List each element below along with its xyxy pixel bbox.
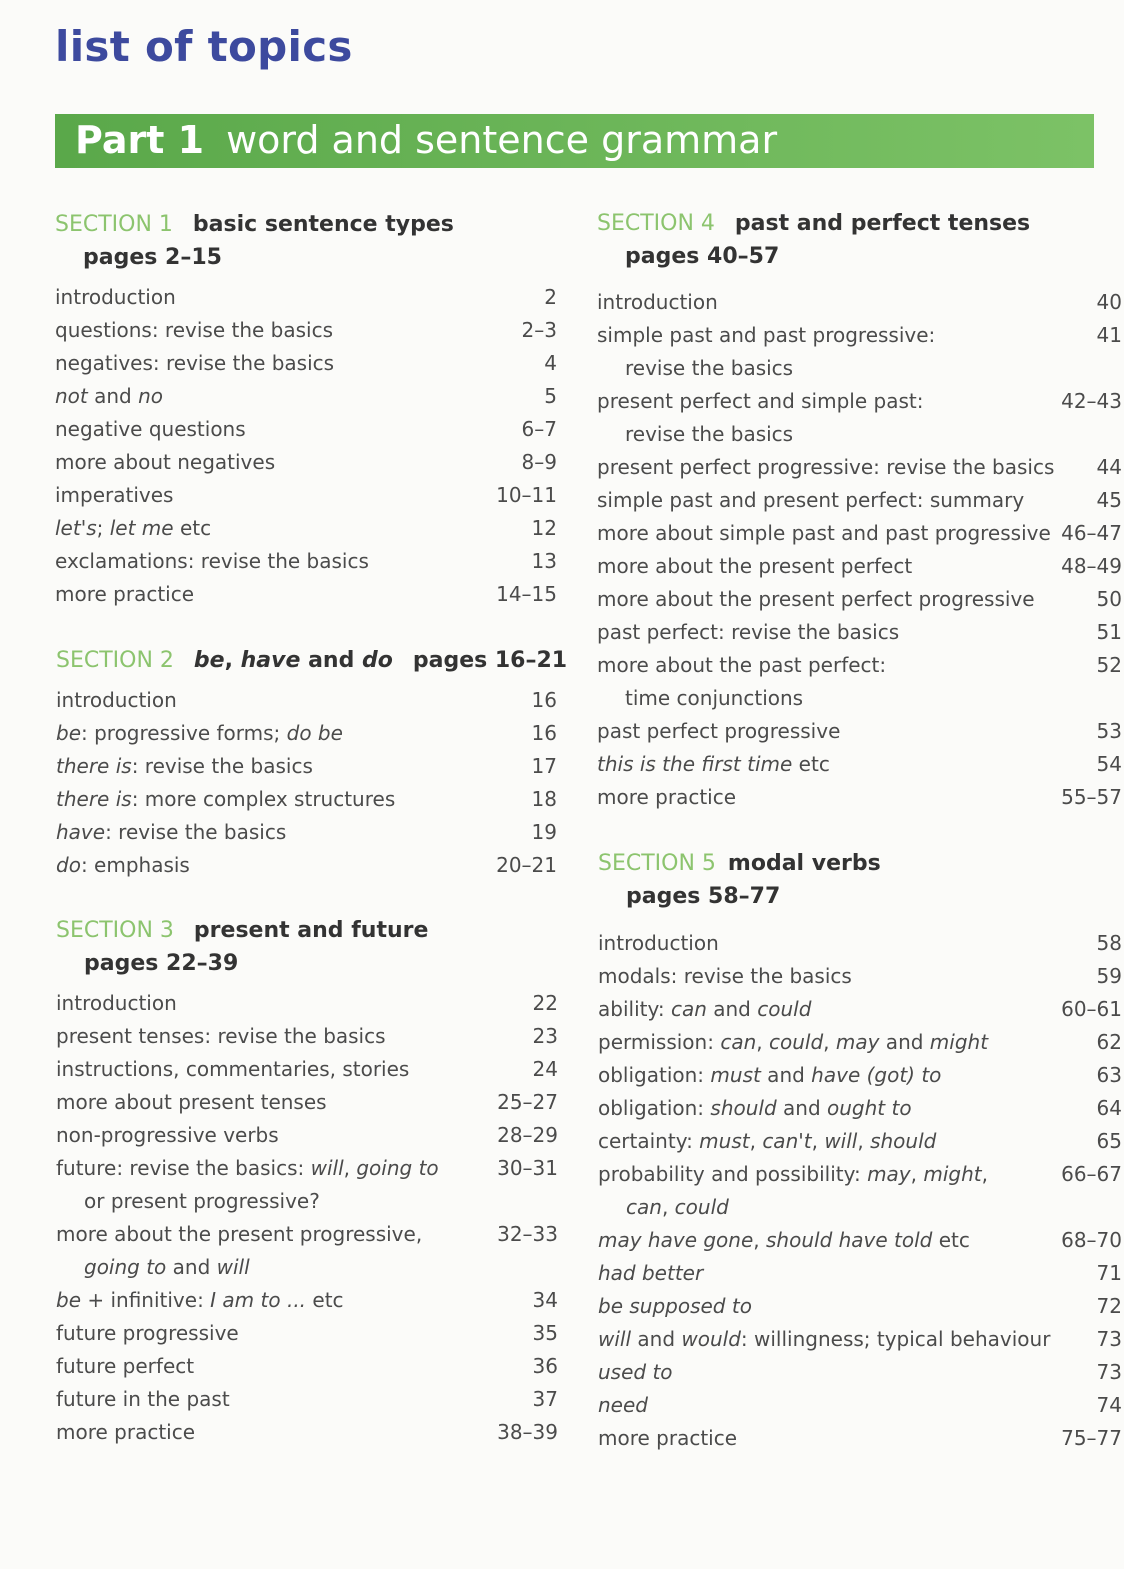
toc-row[interactable] — [56, 1350, 560, 1383]
toc-row[interactable] — [597, 781, 1122, 814]
toc-page: 62 — [1096, 1030, 1122, 1054]
toc-page: 24 — [532, 1057, 558, 1081]
toc-label: more about present tenses — [56, 1090, 327, 1114]
toc-page: 75–77 — [1061, 1426, 1122, 1450]
section-pages: pages 16–21 — [412, 648, 568, 673]
toc-label: introduction — [56, 688, 177, 712]
section-number: SECTION 1 — [55, 212, 173, 237]
toc-label: future progressive — [56, 1321, 239, 1345]
toc-page: 54 — [1096, 752, 1122, 776]
section-title: past and perfect tenses — [734, 211, 1031, 236]
toc-label: non-progressive verbs — [56, 1123, 279, 1147]
toc-label: more about the present perfect — [597, 554, 913, 578]
section-title: be, have and do — [193, 648, 393, 673]
toc-page: 17 — [531, 754, 557, 778]
toc-label: future in the past — [56, 1387, 230, 1411]
section-2 — [56, 644, 568, 882]
section-title: present and future — [193, 918, 429, 943]
toc-row[interactable] — [598, 1356, 1122, 1389]
toc-label: more practice — [55, 582, 195, 606]
section-pages: pages 2–15 — [83, 245, 222, 270]
toc-label: more about simple past and past progressive — [597, 521, 1051, 545]
toc-page: 16 — [531, 688, 557, 712]
toc-page: 45 — [1096, 488, 1122, 512]
toc-row[interactable] — [597, 517, 1122, 550]
toc-page: 55–57 — [1061, 785, 1122, 809]
toc-label: past perfect: revise the basics — [597, 620, 900, 644]
toc-row[interactable] — [597, 286, 1122, 319]
toc-row[interactable] — [598, 1224, 1122, 1257]
toc-row[interactable] — [598, 993, 1122, 1026]
toc-page: 38–39 — [497, 1420, 558, 1444]
toc-label: simple past and past progressive: — [597, 323, 936, 347]
toc-row[interactable] — [597, 616, 1122, 649]
toc-label: negatives: revise the basics — [55, 351, 335, 375]
toc-label: more about the past perfect: — [597, 653, 887, 677]
toc-row[interactable] — [597, 550, 1122, 583]
toc-label: will and would: willingness; typical behaviour — [598, 1327, 1051, 1351]
toc-page: 12 — [531, 516, 557, 540]
toc-row[interactable] — [55, 545, 559, 578]
toc-row[interactable] — [598, 1059, 1122, 1092]
section-pages: pages 40–57 — [625, 244, 780, 269]
toc-page: 51 — [1096, 620, 1122, 644]
toc-label: present perfect and simple past: — [597, 389, 924, 413]
toc-row[interactable] — [56, 684, 559, 717]
toc-row[interactable] — [597, 649, 1122, 715]
toc-page: 71 — [1096, 1261, 1122, 1285]
toc-page: 4 — [544, 351, 557, 375]
toc-label: permission: can, could, may and might — [598, 1030, 989, 1054]
toc-row[interactable] — [56, 987, 560, 1020]
section-pages: pages 22–39 — [84, 951, 239, 976]
toc-page: 53 — [1096, 719, 1122, 743]
toc-label: introduction — [56, 991, 177, 1015]
toc-label: not and no — [55, 384, 164, 408]
toc-row[interactable] — [55, 512, 559, 545]
toc-page: 35 — [532, 1321, 558, 1345]
toc-page: 65 — [1096, 1129, 1122, 1153]
toc-page: 22 — [532, 991, 558, 1015]
toc-row[interactable] — [56, 1317, 560, 1350]
toc-row[interactable] — [56, 1152, 560, 1218]
toc-row[interactable] — [56, 717, 559, 750]
toc-page: 50 — [1096, 587, 1122, 611]
toc-page: 23 — [532, 1024, 558, 1048]
toc-row[interactable] — [56, 1020, 560, 1053]
section-4 — [597, 207, 1122, 814]
section-number: SECTION 5 — [598, 851, 716, 876]
toc-label: more about the present perfect progressive — [597, 587, 1035, 611]
toc-page: 41 — [1096, 323, 1122, 347]
toc-page: 68–70 — [1061, 1228, 1122, 1252]
toc-page: 5 — [544, 384, 557, 408]
toc-page: 30–31 — [497, 1156, 558, 1180]
section-3 — [56, 914, 560, 1449]
toc-page: 42–43 — [1061, 389, 1122, 413]
toc-row[interactable] — [55, 314, 559, 347]
toc-row[interactable] — [597, 319, 1122, 385]
toc-label: be: progressive forms; do be — [56, 721, 343, 745]
part-banner — [55, 114, 1094, 168]
toc-page: 6–7 — [521, 417, 557, 441]
toc-label: certainty: must, can't, will, should — [598, 1129, 937, 1153]
toc-row[interactable] — [597, 583, 1122, 616]
toc-page: 25–27 — [497, 1090, 558, 1114]
toc-page: 72 — [1096, 1294, 1122, 1318]
toc-label: future perfect — [56, 1354, 195, 1378]
toc-page: 18 — [531, 787, 557, 811]
toc-page: 10–11 — [496, 483, 557, 507]
toc-label: have: revise the basics — [56, 820, 287, 844]
toc-label-cont: time conjunctions — [625, 686, 804, 710]
toc-row[interactable] — [598, 1026, 1122, 1059]
section-1 — [55, 208, 559, 611]
section-title: basic sentence types — [192, 212, 454, 237]
toc-page: 37 — [532, 1387, 558, 1411]
toc-page: 16 — [531, 721, 557, 745]
toc-page: 59 — [1096, 964, 1122, 988]
section-5 — [598, 847, 1122, 1455]
toc-row[interactable] — [56, 1218, 560, 1284]
toc-label: be supposed to — [598, 1294, 752, 1318]
toc-label: introduction — [598, 931, 719, 955]
toc-page: 46–47 — [1061, 521, 1122, 545]
toc-row[interactable] — [56, 1053, 560, 1086]
toc-label: more practice — [598, 1426, 738, 1450]
toc-label: do: emphasis — [56, 853, 190, 877]
toc-label: simple past and present perfect: summary — [597, 488, 1025, 512]
section-number: SECTION 4 — [597, 211, 715, 236]
toc-label: questions: revise the basics — [55, 318, 334, 342]
toc-page: 20–21 — [496, 853, 557, 877]
toc-row[interactable] — [56, 1416, 560, 1449]
toc-label: need — [598, 1393, 648, 1417]
toc-label: there is: more complex structures — [56, 787, 396, 811]
toc-label: exclamations: revise the basics — [55, 549, 369, 573]
part-number: Part 1 — [75, 118, 205, 162]
part-title: word and sentence grammar — [226, 118, 778, 162]
toc-page: 64 — [1096, 1096, 1122, 1120]
toc-label-cont: can, could — [626, 1195, 729, 1219]
toc-label-cont: revise the basics — [625, 422, 794, 446]
toc-row[interactable] — [56, 1284, 560, 1317]
toc-page: 13 — [531, 549, 557, 573]
toc-label: more about the present progressive, — [56, 1222, 423, 1246]
toc-label: present perfect progressive: revise the basics — [597, 455, 1055, 479]
toc-label: obligation: must and have (got) to — [598, 1063, 942, 1087]
toc-row[interactable] — [598, 1290, 1122, 1323]
toc-page: 19 — [531, 820, 557, 844]
toc-page: 58 — [1096, 931, 1122, 955]
toc-row[interactable] — [56, 1383, 560, 1416]
toc-page: 14–15 — [496, 582, 557, 606]
toc-label: more practice — [56, 1420, 196, 1444]
toc-label: modals: revise the basics — [598, 964, 852, 988]
page-title: list of topics — [55, 22, 353, 71]
toc-row[interactable] — [55, 281, 559, 314]
toc-label: imperatives — [55, 483, 174, 507]
toc-page: 28–29 — [497, 1123, 558, 1147]
toc-row[interactable] — [598, 1257, 1122, 1290]
toc-label-cont: revise the basics — [625, 356, 794, 380]
section-title: modal verbs — [727, 851, 881, 876]
toc-page: 44 — [1096, 455, 1122, 479]
toc-row[interactable] — [597, 451, 1122, 484]
toc-label: this is the first time etc — [597, 752, 830, 776]
toc-label: instructions, commentaries, stories — [56, 1057, 410, 1081]
toc-label: used to — [598, 1360, 673, 1384]
toc-label: introduction — [597, 290, 718, 314]
toc-row[interactable] — [597, 715, 1122, 748]
toc-row[interactable] — [55, 347, 559, 380]
toc-label: future: revise the basics: will, going to — [56, 1156, 439, 1180]
toc-row[interactable] — [598, 1389, 1122, 1422]
toc-page: 52 — [1096, 653, 1122, 677]
toc-row[interactable] — [56, 849, 559, 882]
toc-page: 63 — [1096, 1063, 1122, 1087]
toc-page: 8–9 — [521, 450, 557, 474]
toc-row[interactable] — [597, 484, 1122, 517]
toc-row[interactable] — [598, 1158, 1122, 1224]
toc-row[interactable] — [55, 479, 559, 512]
toc-label: may have gone, should have told etc — [598, 1228, 970, 1252]
toc-row[interactable] — [598, 960, 1122, 993]
toc-page: 73 — [1096, 1360, 1122, 1384]
toc-row[interactable] — [598, 927, 1122, 960]
toc-row[interactable] — [55, 446, 559, 479]
toc-label: there is: revise the basics — [56, 754, 313, 778]
toc-row[interactable] — [56, 750, 559, 783]
toc-row[interactable] — [55, 380, 559, 413]
section-number: SECTION 3 — [56, 918, 174, 943]
toc-label: had better — [598, 1261, 704, 1285]
toc-label-cont: or present progressive? — [84, 1189, 320, 1213]
section-pages: pages 58–77 — [626, 884, 781, 909]
toc-page: 48–49 — [1061, 554, 1122, 578]
toc-row[interactable] — [598, 1323, 1122, 1356]
toc-row[interactable] — [597, 385, 1122, 451]
toc-page: 34 — [532, 1288, 558, 1312]
toc-label: more about negatives — [55, 450, 276, 474]
toc-row[interactable] — [598, 1422, 1122, 1455]
toc-label: ability: can and could — [598, 997, 812, 1021]
toc-row[interactable] — [598, 1125, 1122, 1158]
toc-label: obligation: should and ought to — [598, 1096, 912, 1120]
toc-row[interactable] — [55, 413, 559, 446]
toc-row[interactable] — [56, 1119, 560, 1152]
toc-label: let's; let me etc — [55, 516, 212, 540]
section-number: SECTION 2 — [56, 648, 174, 673]
toc-label: be + infinitive: I am to ... etc — [56, 1288, 344, 1312]
toc-page: 36 — [532, 1354, 558, 1378]
toc-label-cont: going to and will — [84, 1255, 250, 1279]
toc-page: 74 — [1096, 1393, 1122, 1417]
toc-page: 2–3 — [521, 318, 557, 342]
toc-label: more practice — [597, 785, 737, 809]
toc-row[interactable] — [56, 1086, 560, 1119]
toc-label: present tenses: revise the basics — [56, 1024, 386, 1048]
toc-page: 40 — [1096, 290, 1122, 314]
toc-page: 66–67 — [1061, 1162, 1122, 1186]
toc-label: past perfect progressive — [597, 719, 841, 743]
toc-row[interactable] — [55, 578, 559, 611]
toc-page: 73 — [1096, 1327, 1122, 1351]
toc-row[interactable] — [56, 816, 559, 849]
toc-row[interactable] — [56, 783, 559, 816]
toc-row[interactable] — [598, 1092, 1122, 1125]
toc-page: 32–33 — [497, 1222, 558, 1246]
toc-page: 2 — [544, 285, 557, 309]
toc-label: introduction — [55, 285, 176, 309]
toc-page: 60–61 — [1061, 997, 1122, 1021]
toc-row[interactable] — [597, 748, 1122, 781]
toc-label: negative questions — [55, 417, 246, 441]
toc-label: probability and possibility: may, might, — [598, 1162, 988, 1186]
